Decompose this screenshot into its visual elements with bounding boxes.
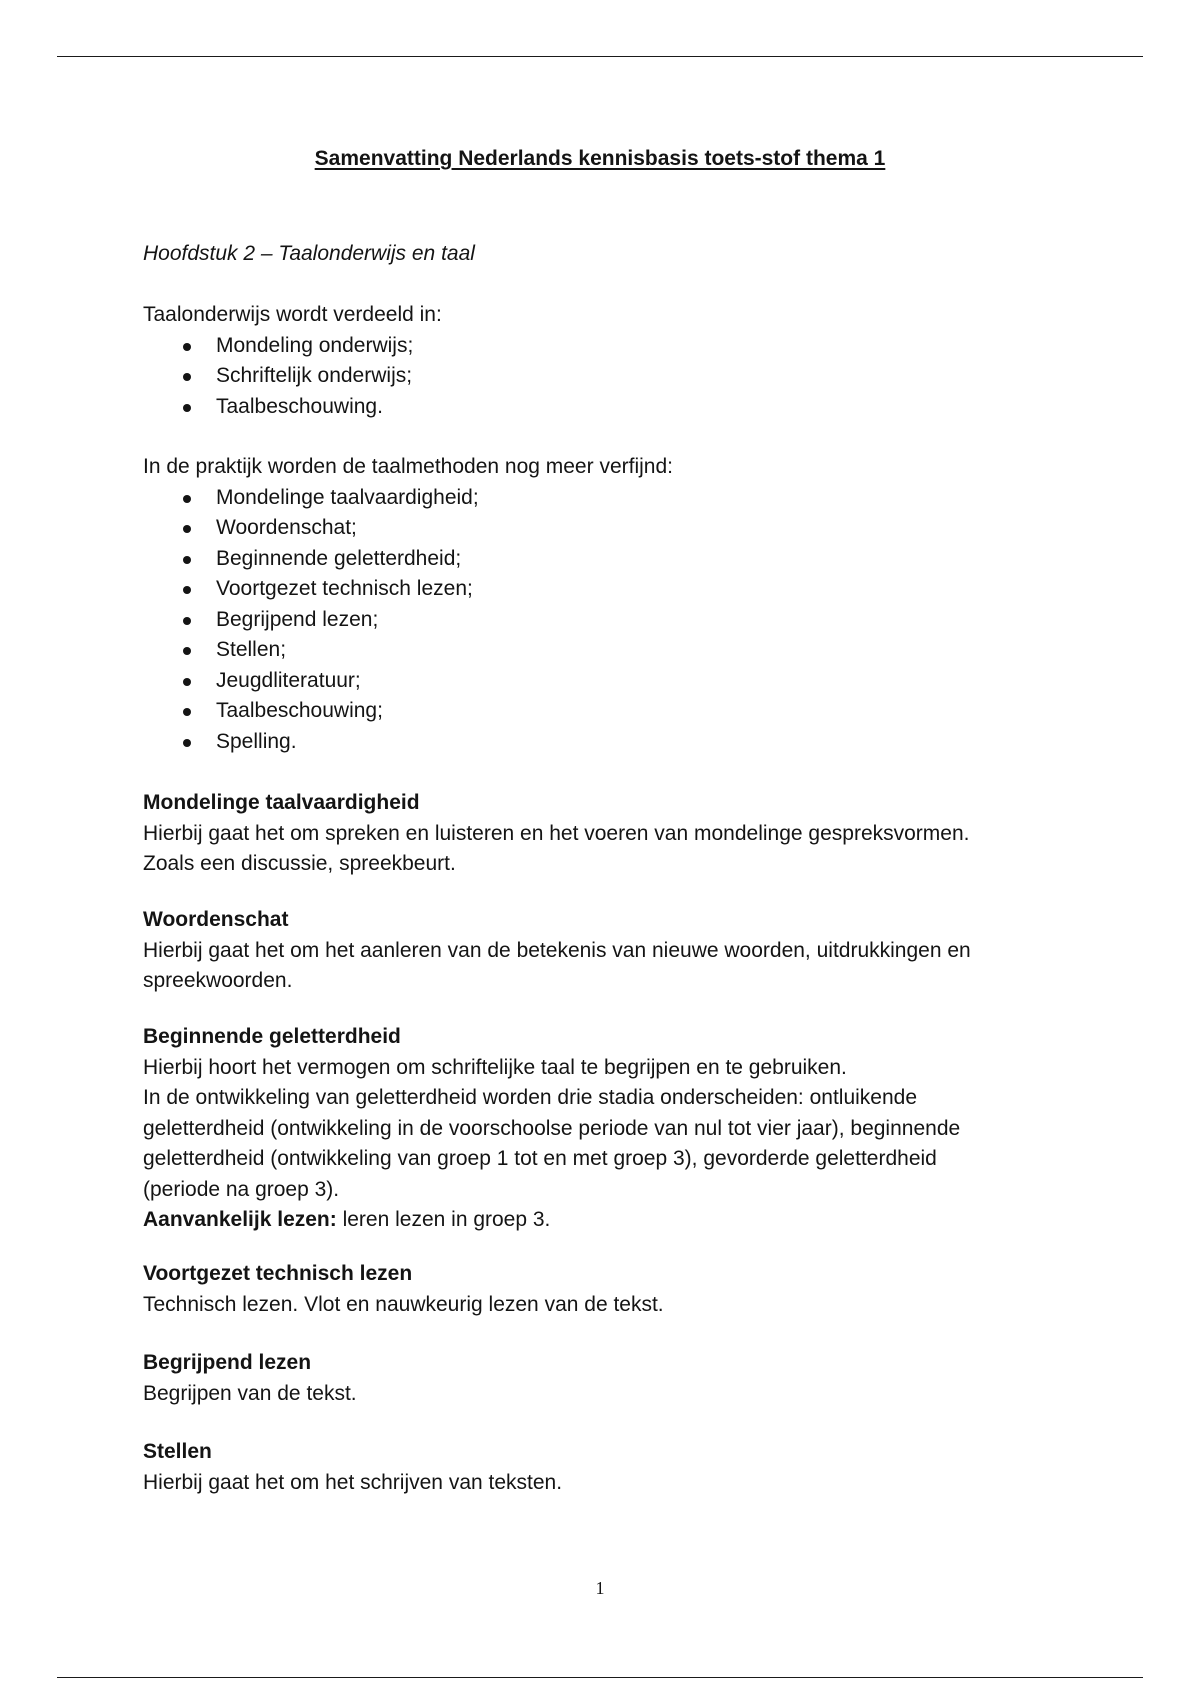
definition-text: leren lezen in groep 3. [336, 1208, 551, 1231]
section-heading: Stellen [143, 1440, 212, 1463]
section-text: geletterdheid (ontwikkeling van groep 1 tot en met groep 3), gevorderde geletterdheid [143, 1147, 937, 1170]
section-text: In de ontwikkeling van geletterdheid worden drie stadia onderscheiden: ontluikende [143, 1086, 918, 1109]
section-begrijpend-lezen [143, 1348, 1083, 1409]
section-voortgezet-technisch-lezen [143, 1259, 1083, 1320]
section-heading: Mondelinge taalvaardigheid [143, 791, 420, 814]
section-stellen [143, 1437, 1083, 1498]
list-item: Spelling. [143, 727, 1083, 758]
list-item: Voortgezet technisch lezen; [143, 574, 1083, 605]
list-item: Begrijpend lezen; [143, 605, 1083, 636]
section-text: geletterdheid (ontwikkeling in de voorschoolse periode van nul tot vier jaar), beginnende [143, 1116, 961, 1140]
page-number: 1 [595, 1578, 605, 1598]
bullet-icon [183, 678, 191, 686]
bullet-icon [183, 556, 191, 564]
section-text: Begrijpen van de tekst. [143, 1381, 357, 1405]
list-item: Taalbeschouwing. [143, 392, 1083, 423]
intro-list-2 [143, 452, 1083, 757]
section-text: Hierbij gaat het om het aanleren van de betekenis van nieuwe woorden, uitdrukkingen en [143, 938, 971, 962]
section-heading: Woordenschat [143, 908, 289, 931]
bullet-icon [183, 586, 191, 594]
section-heading: Begrijpend lezen [143, 1351, 312, 1374]
intro-2-lead: In de praktijk worden de taalmethoden nog meer verfijnd: [143, 455, 673, 478]
section-text: (periode na groep 3). [143, 1177, 340, 1201]
section-text: Zoals een discussie, spreekbeurt. [143, 852, 456, 875]
bullet-icon [183, 495, 191, 503]
section-mondelinge-taalvaardigheid [143, 788, 1083, 880]
bullet-icon [183, 617, 191, 625]
footer-rule [57, 1677, 1143, 1678]
document-title: Samenvatting Nederlands kennisbasis toets-stof thema 1 [314, 147, 886, 170]
section-text: Technisch lezen. Vlot en nauwkeurig lezen van de tekst. [143, 1292, 664, 1316]
bullet-icon [183, 708, 191, 716]
bullet-list [143, 331, 1083, 423]
list-item: Mondelinge taalvaardigheid; [143, 483, 1083, 514]
bullet-icon [183, 647, 191, 655]
header-rule [57, 56, 1143, 57]
section-text: spreekwoorden. [143, 969, 293, 992]
bullet-icon [183, 739, 191, 747]
section-heading: Voortgezet technisch lezen [143, 1262, 413, 1285]
bullet-icon [183, 404, 191, 412]
chapter-heading: Hoofdstuk 2 – Taalonderwijs en taal [143, 242, 475, 265]
list-item: Woordenschat; [143, 513, 1083, 544]
section-beginnende-geletterdheid [143, 1022, 1083, 1236]
bullet-icon [183, 343, 191, 351]
list-item: Taalbeschouwing; [143, 696, 1083, 727]
bullet-icon [183, 525, 191, 533]
section-heading: Beginnende geletterdheid [143, 1025, 401, 1048]
section-text: Hierbij gaat het om spreken en luisteren en het voeren van mondelinge gespreksvormen. [143, 821, 970, 845]
definition-term: Aanvankelijk lezen: [143, 1208, 337, 1231]
list-item: Schriftelijk onderwijs; [143, 361, 1083, 392]
bullet-icon [183, 373, 191, 381]
section-text: Hierbij gaat het om het schrijven van teksten. [143, 1470, 563, 1494]
definition-line [143, 1205, 1083, 1236]
list-item: Beginnende geletterdheid; [143, 544, 1083, 575]
list-item: Jeugdliteratuur; [143, 666, 1083, 697]
intro-1-lead: Taalonderwijs wordt verdeeld in: [143, 303, 442, 326]
intro-list-1 [143, 300, 1083, 422]
list-item: Mondeling onderwijs; [143, 331, 1083, 362]
bullet-list [143, 483, 1083, 758]
section-woordenschat [143, 905, 1083, 997]
section-text: Hierbij hoort het vermogen om schriftelijke taal te begrijpen en te gebruiken. [143, 1055, 847, 1079]
list-item: Stellen; [143, 635, 1083, 666]
